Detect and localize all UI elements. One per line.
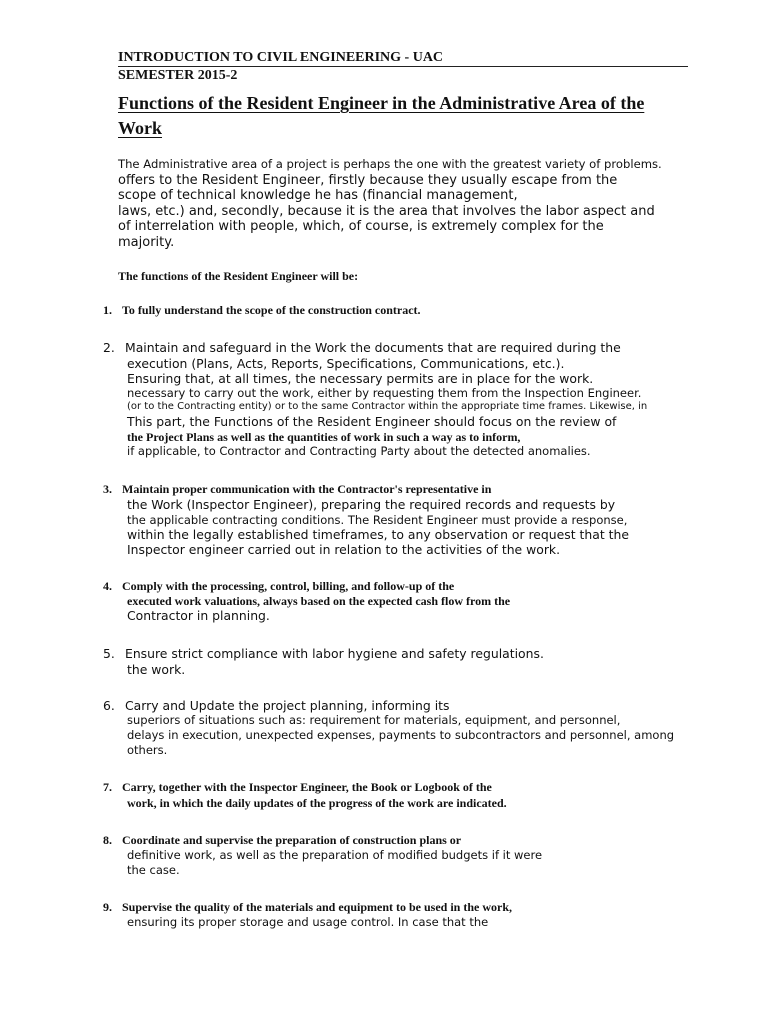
list-item-line: the Work (Inspector Engineer), preparing the required records and requests by xyxy=(127,497,616,512)
intro-line: laws, etc.) and, secondly, because it is the area that involves the labor aspect and xyxy=(118,203,655,219)
intro-line: The Administrative area of a project is perhaps the one with the greatest variety of problems. xyxy=(118,157,662,171)
intro-line: majority. xyxy=(118,234,175,250)
list-item-line: if applicable, to Contractor and Contracting Party about the detected anomalies. xyxy=(127,444,591,458)
list-number: 1. xyxy=(103,303,112,317)
list-item-line: Carry, together with the Inspector Engineer, the Book or Logbook of the xyxy=(122,780,492,794)
title-line-1: Functions of the Resident Engineer in the Administrative Area of the xyxy=(118,93,645,113)
intro-line: of interrelation with people, which, of course, is extremely complex for the xyxy=(118,219,604,234)
page-title xyxy=(118,91,678,141)
list-item-line: Comply with the processing, control, billing, and follow-up of the xyxy=(122,579,455,593)
document-header xyxy=(118,50,688,84)
intro-paragraph xyxy=(118,157,678,250)
list-number: 9. xyxy=(103,900,112,914)
intro-line: scope of technical knowledge he has (financial management, xyxy=(118,188,518,203)
list-item-line: superiors of situations such as: requirement for materials, equipment, and personnel, xyxy=(127,713,621,727)
semester-label: SEMESTER 2015-2 xyxy=(118,68,238,83)
list-number: 3. xyxy=(103,482,112,496)
title-line-2: Work xyxy=(118,118,163,138)
list-item-line: Contractor in planning. xyxy=(127,608,270,623)
list-item-line: the Project Plans as well as the quantities of work in such a way as to inform, xyxy=(127,430,521,444)
list-item-line: Maintain proper communication with the Contractor's representative in xyxy=(122,482,492,496)
list-item-line: To fully understand the scope of the construction contract. xyxy=(122,303,421,317)
list-item-line: others. xyxy=(127,743,168,757)
list-item-line: Carry and Update the project planning, informing its xyxy=(125,698,450,713)
list-item-line: the case. xyxy=(127,863,180,877)
list-item-line: work, in which the daily updates of the progress of the work are indicated. xyxy=(127,796,507,810)
list-item-line: the applicable contracting conditions. The Resident Engineer must provide a response, xyxy=(127,513,628,527)
list-number: 4. xyxy=(103,579,112,593)
list-item-line: within the legally established timeframes, to any observation or request that the xyxy=(127,527,629,542)
intro-line: offers to the Resident Engineer, firstly because they usually escape from the xyxy=(118,172,618,188)
course-title: INTRODUCTION TO CIVIL ENGINEERING - UAC xyxy=(118,50,444,65)
list-item-line: delays in execution, unexpected expenses, payments to subcontractors and personnel, among xyxy=(127,728,675,742)
list-item-line: ensuring its proper storage and usage control. In case that the xyxy=(127,915,489,929)
list-item-line: the work. xyxy=(127,662,186,677)
list-item-line: Ensure strict compliance with labor hygiene and safety regulations. xyxy=(125,646,544,661)
list-number: 8. xyxy=(103,833,112,847)
list-number: 6. xyxy=(103,698,115,713)
list-item-line: necessary to carry out the work, either by requesting them from the Inspection Engineer. xyxy=(127,386,642,400)
functions-subheading: The functions of the Resident Engineer will be: xyxy=(118,269,359,283)
list-item-line: Supervise the quality of the materials and equipment to be used in the work, xyxy=(122,900,513,914)
list-item-line: executed work valuations, always based on the expected cash flow from the xyxy=(127,594,511,608)
list-item-line: execution (Plans, Acts, Reports, Specifications, Communications, etc.). xyxy=(127,356,565,371)
list-number: 7. xyxy=(103,780,112,794)
list-item-line: Inspector engineer carried out in relation to the activities of the work. xyxy=(127,542,561,557)
list-item-line: Ensuring that, at all times, the necessary permits are in place for the work. xyxy=(127,371,594,386)
list-number: 2. xyxy=(103,340,115,355)
list-item-line: (or to the Contracting entity) or to the same Contractor within the appropriate time frames. Likewise, in xyxy=(127,401,648,412)
header-rule xyxy=(118,66,688,67)
list-item-line: definitive work, as well as the preparation of modified budgets if it were xyxy=(127,848,543,862)
list-item-line: This part, the Functions of the Resident Engineer should focus on the review of xyxy=(127,414,617,429)
list-item-line: Maintain and safeguard in the Work the documents that are required during the xyxy=(125,340,621,355)
list-number: 5. xyxy=(103,646,115,661)
list-item-line: Coordinate and supervise the preparation of construction plans or xyxy=(122,833,462,847)
